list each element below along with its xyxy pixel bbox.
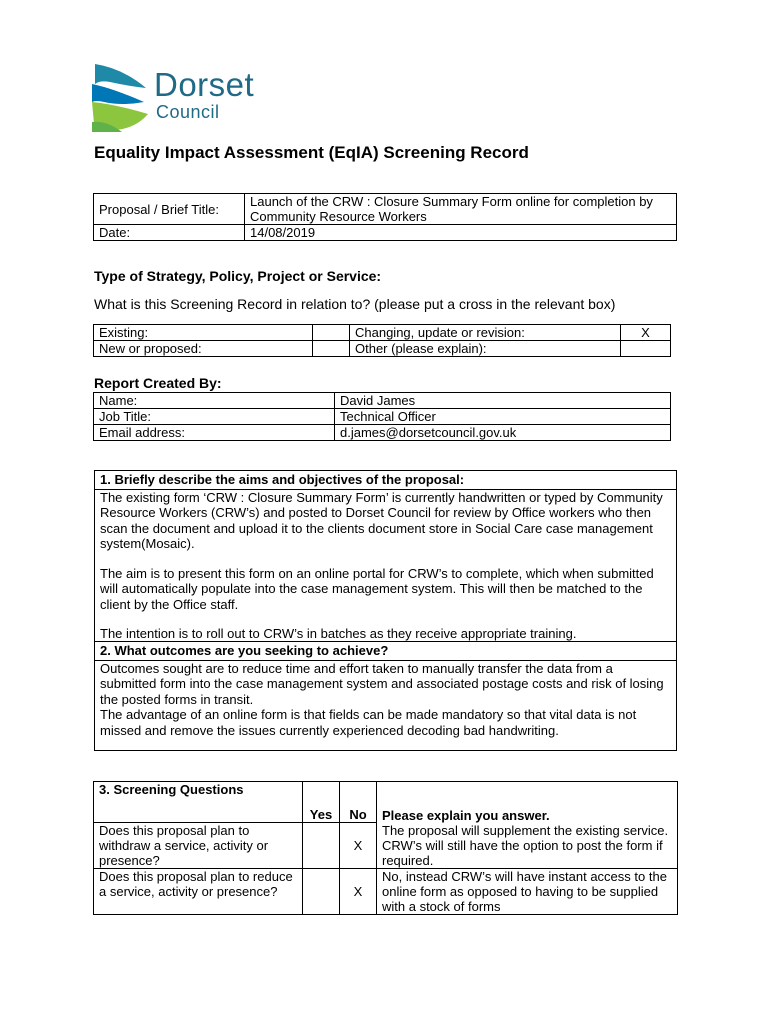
existing-checkbox[interactable] bbox=[313, 325, 350, 341]
section2-heading: 2. What outcomes are you seeking to achieve? bbox=[95, 642, 676, 661]
screening-explanation: No, instead CRW’s will have instant access to the online form as opposed to having to be supplied with a stock of forms bbox=[377, 869, 678, 915]
logo-subtitle: Council bbox=[156, 102, 220, 122]
name-label: Name: bbox=[94, 393, 335, 409]
date-value: 14/08/2019 bbox=[245, 225, 677, 241]
proposal-table bbox=[93, 193, 677, 241]
dorset-council-logo bbox=[92, 62, 272, 132]
date-label: Date: bbox=[94, 225, 245, 241]
section1-paragraph-1: The existing form ‘CRW : Closure Summary Form’ is currently handwritten or typed by Community Resource Workers (CRW’s) and posted to Dorset Council for review by Office workers who then scan the document and upload it to the clients document store in Social Care case management system(Mosaic). bbox=[100, 489, 663, 551]
type-table bbox=[93, 324, 671, 357]
section2-box bbox=[94, 641, 677, 751]
screening-heading: 3. Screening Questions bbox=[94, 782, 303, 823]
logo-wordmark: Dorset bbox=[154, 66, 255, 103]
section1-paragraph-2: The aim is to present this form on an online portal for CRW’s to complete, which when submitted will automatically populate into the case management system. This will then be matched to the client by the Office staff. bbox=[100, 565, 654, 612]
name-value: David James bbox=[335, 393, 671, 409]
new-checkbox[interactable] bbox=[313, 341, 350, 357]
col-yes-header: Yes bbox=[303, 782, 340, 823]
new-label: New or proposed: bbox=[94, 341, 313, 357]
email-label: Email address: bbox=[94, 425, 335, 441]
answer-no-cell[interactable]: X bbox=[340, 869, 377, 915]
changing-checkbox[interactable]: X bbox=[621, 325, 671, 341]
col-no-header: No bbox=[340, 782, 377, 823]
screening-question: Does this proposal plan to reduce a service, activity or presence? bbox=[94, 869, 303, 915]
section1-paragraph-3: The intention is to roll out to CRW’s in batches as they receive appropriate training. bbox=[100, 626, 577, 641]
other-label: Other (please explain): bbox=[350, 341, 621, 357]
table-row bbox=[94, 869, 678, 915]
changing-label: Changing, update or revision: bbox=[350, 325, 621, 341]
email-value: d.james@dorsetcouncil.gov.uk bbox=[335, 425, 671, 441]
other-checkbox[interactable] bbox=[621, 341, 671, 357]
section2-paragraph-1: Outcomes sought are to reduce time and effort taken to manually transfer the data from a submitted form into the case management system and associated postage costs and risk of losing the posted forms in transit. bbox=[100, 660, 664, 707]
answer-yes-cell[interactable] bbox=[303, 869, 340, 915]
col-explain-header: Please explain you answer. bbox=[377, 782, 678, 823]
report-heading: Report Created By: bbox=[94, 375, 222, 391]
type-heading: Type of Strategy, Policy, Project or Service: bbox=[94, 268, 382, 284]
table-row bbox=[94, 823, 678, 869]
report-table bbox=[93, 392, 671, 441]
section2-paragraph-2: The advantage of an online form is that fields can be made mandatory so that vital data is not missed and remove the issues currently experienced decoding bad handwriting. bbox=[100, 707, 637, 738]
screening-question: Does this proposal plan to withdraw a service, activity or presence? bbox=[94, 823, 303, 869]
page-title: Equality Impact Assessment (EqIA) Screening Record bbox=[94, 143, 529, 162]
screening-table bbox=[93, 781, 678, 915]
existing-label: Existing: bbox=[94, 325, 313, 341]
proposal-title-label: Proposal / Brief Title: bbox=[94, 194, 245, 225]
proposal-title-value: Launch of the CRW : Closure Summary Form online for completion by Community Resource Workers bbox=[245, 194, 677, 225]
section1-heading: 1. Briefly describe the aims and objectives of the proposal: bbox=[95, 471, 676, 490]
screening-explanation: The proposal will supplement the existing service. CRW’s will still have the option to post the form if required. bbox=[377, 823, 678, 869]
section1-box bbox=[94, 470, 677, 642]
job-label: Job Title: bbox=[94, 409, 335, 425]
answer-yes-cell[interactable] bbox=[303, 823, 340, 869]
job-value: Technical Officer bbox=[335, 409, 671, 425]
dorset-logo-mark-icon bbox=[92, 62, 150, 132]
answer-no-cell[interactable]: X bbox=[340, 823, 377, 869]
type-question: What is this Screening Record in relation to? (please put a cross in the relevant box) bbox=[94, 296, 616, 312]
